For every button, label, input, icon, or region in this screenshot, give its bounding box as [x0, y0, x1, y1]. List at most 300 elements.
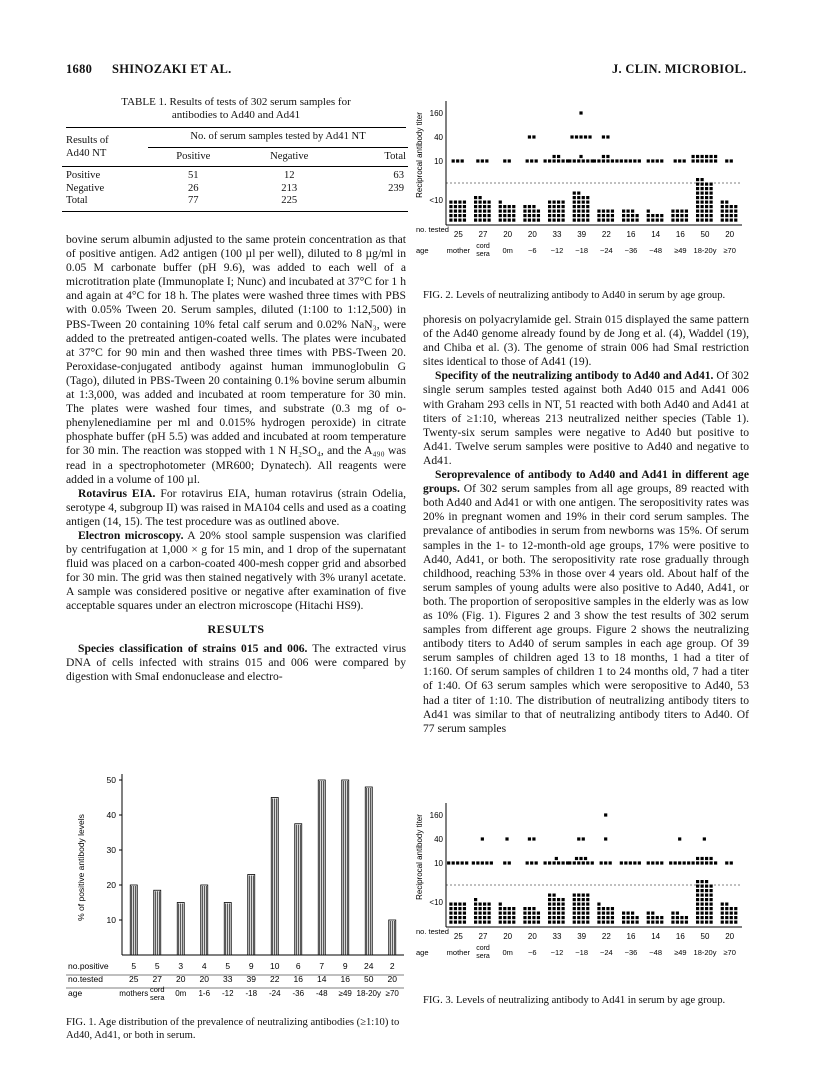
fig3-dot — [481, 837, 484, 840]
fig3-dot — [526, 861, 529, 864]
specificity-text: Of 302 single serum samples tested against both Ad40 015 and Ad41 006 with Graham 293 cells in NT, 51 reacted with both Ad40 and Ad41 at titers of ≥1:10, whereas 213 neutralized neither species (Table 1). Twenty-six serum samples were negative to Ad40 but positive to Ad41. Twelve serum samples were positive to Ad40 and negative to Ad41. — [423, 369, 749, 467]
fig3-dot — [624, 861, 627, 864]
fig3-dot — [734, 907, 737, 910]
fig2-dot — [548, 205, 551, 208]
fig3-category-label: ~12 — [550, 948, 564, 957]
fig2-dot — [449, 205, 452, 208]
fig3-dot — [562, 898, 565, 901]
fig2-category-label: ~6 — [528, 246, 537, 255]
fig2-dot — [544, 159, 547, 162]
fig1-age-label: age — [68, 988, 83, 998]
fig2-dot — [615, 159, 618, 162]
fig3-no-tested-value: 20 — [527, 932, 537, 941]
fig3-dot — [488, 912, 491, 915]
fig3-dot — [696, 912, 699, 915]
fig2-dot — [575, 135, 578, 138]
fig3-dot — [696, 903, 699, 906]
fig3-dot — [586, 894, 589, 897]
table1-col-total: Total — [384, 150, 406, 162]
fig1-no-tested-value: 20 — [387, 974, 397, 984]
fig2-dot — [532, 214, 535, 217]
fig2-dot — [458, 214, 461, 217]
fig3-dot — [586, 921, 589, 924]
fig2-dot — [577, 219, 580, 222]
fig3-dot — [454, 903, 457, 906]
fig3-dot — [568, 861, 571, 864]
table1-col-positive: Positive — [176, 150, 211, 162]
fig2-dot — [483, 205, 486, 208]
fig3-age-label: age — [416, 948, 429, 957]
fig3-dot — [488, 903, 491, 906]
fig3-dot — [651, 916, 654, 919]
fig1-y-tick-label: 20 — [106, 880, 116, 890]
fig2-dot — [602, 155, 605, 158]
fig2-dot — [532, 219, 535, 222]
fig2-dot — [579, 111, 582, 114]
fig2-no-tested-value: 16 — [675, 230, 685, 239]
fig2-no-tested-value: 20 — [725, 230, 735, 239]
fig3-dot — [701, 907, 704, 910]
fig2-dot — [611, 219, 614, 222]
fig2-dot — [586, 219, 589, 222]
fig2-dot — [725, 205, 728, 208]
fig3-dot — [705, 903, 708, 906]
fig3-dot — [579, 857, 582, 860]
fig2-dot — [656, 159, 659, 162]
fig3-dot — [710, 916, 713, 919]
table1-spanning-head: No. of serum samples tested by Ad41 NT — [148, 131, 408, 147]
fig2-dot — [714, 155, 717, 158]
fig2-dot — [734, 205, 737, 208]
fig2-dot — [597, 159, 600, 162]
fig3-category-label: ~24 — [599, 948, 613, 957]
fig2-dot — [454, 201, 457, 204]
fig3-dot — [481, 861, 484, 864]
fig2-dot — [696, 214, 699, 217]
fig2-dot — [647, 159, 650, 162]
fig3-dot — [725, 916, 728, 919]
fig3-dot — [710, 894, 713, 897]
fig2-dot — [721, 201, 724, 204]
fig3-dot — [465, 861, 468, 864]
fig2-dot — [680, 219, 683, 222]
fig2-dot — [721, 219, 724, 222]
fig3-dot — [683, 861, 686, 864]
fig1-no-tested-value: 39 — [246, 974, 256, 984]
fig2-dot — [562, 210, 565, 213]
fig2-dot — [692, 155, 695, 158]
fig3-no-tested-value: 20 — [725, 932, 735, 941]
fig2-dot — [705, 201, 708, 204]
fig2-dot — [696, 183, 699, 186]
fig3-dot — [582, 907, 585, 910]
fig3-y-tick-label: 10 — [434, 859, 443, 868]
fig3-dot — [705, 889, 708, 892]
fig3-dot — [458, 903, 461, 906]
fig2-dot — [671, 219, 674, 222]
fig2-dot — [488, 210, 491, 213]
fig3-dot — [523, 912, 526, 915]
fig3-dot — [600, 861, 603, 864]
fig3-category-label: ~18 — [575, 948, 589, 957]
fig3-dot — [553, 861, 556, 864]
table1-cell: 63 — [393, 170, 404, 181]
table1 — [62, 131, 408, 212]
fig2-dot — [503, 219, 506, 222]
fig2-y-tick-label: <10 — [429, 196, 443, 205]
fig3-dot — [499, 903, 502, 906]
fig2-dot — [479, 210, 482, 213]
fig2-dot — [499, 201, 502, 204]
fig2-dot — [458, 205, 461, 208]
fig3-dot — [710, 857, 713, 860]
fig3-dot — [508, 912, 511, 915]
specificity-paragraph — [423, 369, 749, 468]
fig3-dot — [479, 916, 482, 919]
fig3-dot — [562, 903, 565, 906]
fig3-dot — [512, 921, 515, 924]
fig3-dot — [734, 921, 737, 924]
fig2-dot — [606, 159, 609, 162]
fig2-no-tested-value: 20 — [527, 230, 537, 239]
fig3-dot — [557, 898, 560, 901]
fig1-y-tick-label: 30 — [106, 845, 116, 855]
fig3-dot — [611, 912, 614, 915]
fig2-dot — [651, 159, 654, 162]
fig3-dot — [710, 861, 713, 864]
fig2-no-tested-value: 14 — [651, 230, 661, 239]
fig2-dot — [557, 205, 560, 208]
fig2-dot — [606, 155, 609, 158]
fig2-dot — [620, 159, 623, 162]
fig2-dot — [582, 210, 585, 213]
fig2-dot — [710, 219, 713, 222]
fig3-dot — [725, 903, 728, 906]
fig3-dot — [636, 916, 639, 919]
fig3-dot — [721, 921, 724, 924]
fig2-category-label: mother — [446, 246, 471, 255]
fig2-dot — [685, 219, 688, 222]
fig2-dot — [573, 210, 576, 213]
fig3-dot — [725, 907, 728, 910]
fig2-dot — [557, 214, 560, 217]
fig3-dot — [548, 894, 551, 897]
fig3-dot — [582, 912, 585, 915]
fig3-dot — [562, 921, 565, 924]
fig2-dot — [449, 214, 452, 217]
fig3-dot — [472, 861, 475, 864]
fig2-dot — [557, 219, 560, 222]
fig3-category-label: ~48 — [649, 948, 663, 957]
fig2-dot — [584, 135, 587, 138]
fig3-dot — [577, 894, 580, 897]
methods-paragraph: bovine serum albumin adjusted to the same protein concentration as that of positive antigen. Ad2 antigen (100 µl per well), diluted to 8 µg/ml in 0.05 M carbonate buffer (pH 9.6), was added to each well of a microtitration plate (Immunoplate I; Nunc) and incubated at 37°C for 1 h and again at 4°C for 18 h. The plates were washed three times with PBS with 0.05% Tween 20. Serum samples, diluted (1:100 to 1:12,500) in PBS-Tween 20 containing 10% fetal calf serum and 0.02% NaN₃, were added to the pretreated antigen-coated wells. The plates were incubated at 37°C for 90 min and then washed three times with PBS-Tween 20. Peroxidase-conjugated antibody against human immunoglobulin G (Tago), diluted in PBS-Tween 20 containing 0.1% bovine serum albumin at 1:3,000, was added and incubated at room temperature for 30 min. The plates were washed four times, and substrate (0.3 mg of o-phenylenediamine per ml and 0.015% hydrogen peroxide) in citrate phosphate buffer (pH 5.5) was added and incubated at room temperature for 30 min. The reaction was stopped with 1 N H₂SO₄, and the A₄₉₀ was read in a spectrophotometer (MR600; Dynatech). All reagents were added in a volume of 100 µl. — [66, 233, 406, 486]
fig2-dot — [548, 159, 551, 162]
fig3-dot — [454, 921, 457, 924]
fig2-dot — [548, 201, 551, 204]
table1-col-negative: Negative — [270, 150, 309, 162]
fig2-dot — [577, 210, 580, 213]
fig2-dot — [710, 159, 713, 162]
fig2-dot — [481, 159, 484, 162]
fig2-category-label: ~24 — [599, 246, 613, 255]
fig3-dot — [508, 861, 511, 864]
fig3-dot — [604, 861, 607, 864]
fig2-dot — [696, 178, 699, 181]
fig1-no-positive-value: 5 — [131, 961, 137, 971]
fig2-category-label: sera — [476, 251, 490, 258]
table-row — [62, 167, 408, 183]
fig2-dot — [636, 219, 639, 222]
fig3-dot — [458, 912, 461, 915]
fig3-dot — [591, 861, 594, 864]
fig3-category-label: 18-20y — [693, 948, 717, 957]
fig2-dot — [474, 201, 477, 204]
fig3-dot — [685, 921, 688, 924]
fig2-dot — [523, 205, 526, 208]
fig3-dot — [685, 916, 688, 919]
fig2-dot — [660, 214, 663, 217]
fig2-dot — [710, 183, 713, 186]
fig3-dot — [671, 912, 674, 915]
fig3-dot — [483, 912, 486, 915]
fig3-dot — [463, 916, 466, 919]
fig2-dot — [562, 219, 565, 222]
fig3-dot — [452, 861, 455, 864]
fig2-dot — [734, 214, 737, 217]
fig2-dot — [512, 219, 515, 222]
fig2-dot — [710, 192, 713, 195]
fig2-no-tested-value: 27 — [478, 230, 488, 239]
fig2-dot — [528, 205, 531, 208]
fig3-dot — [647, 916, 650, 919]
fig2-dot — [458, 201, 461, 204]
fig2-category-label: 0m — [502, 246, 513, 255]
fig2-dot — [537, 219, 540, 222]
fig2-no-tested-label: no. tested — [416, 225, 449, 234]
species-text: The extracted virus DNA of cells infected with strains 015 and 006 were compared by digestion with SmaI endonuclease and electro- — [66, 641, 406, 683]
fig3-dot — [701, 903, 704, 906]
fig1-category-label: sera — [149, 993, 165, 1002]
fig3-dot — [586, 916, 589, 919]
fig3-dot — [523, 907, 526, 910]
fig3-dot — [730, 921, 733, 924]
fig3-dot — [483, 907, 486, 910]
fig2-dot — [458, 219, 461, 222]
fig2-dot — [532, 135, 535, 138]
table1-cell: 225 — [281, 195, 298, 206]
fig2-dot — [631, 219, 634, 222]
fig2-dot — [714, 159, 717, 162]
fig2-dot — [721, 210, 724, 213]
fig3-dot — [647, 921, 650, 924]
fig3-dot — [703, 837, 706, 840]
fig3-dot — [705, 857, 708, 860]
fig3-dot — [532, 916, 535, 919]
fig3-dot — [553, 912, 556, 915]
fig2-dot — [680, 210, 683, 213]
fig3-dot — [573, 861, 576, 864]
fig3-dot — [647, 912, 650, 915]
fig1-no-positive-value: 5 — [154, 961, 160, 971]
fig3-category-label: cord — [476, 945, 490, 952]
figure-2-caption: FIG. 2. Levels of neutralizing antibody to Ad40 in serum by age group. — [423, 290, 726, 301]
fig1-category-label: 1-6 — [198, 989, 211, 998]
fig2-dot — [503, 214, 506, 217]
fig3-dot — [586, 861, 589, 864]
fig2-dot — [701, 201, 704, 204]
fig2-dot — [573, 219, 576, 222]
fig3-dot — [597, 903, 600, 906]
fig2-dot — [647, 210, 650, 213]
fig3-dot — [454, 916, 457, 919]
fig2-dot — [676, 210, 679, 213]
fig2-dot — [528, 135, 531, 138]
fig2-dot — [474, 196, 477, 199]
fig3-category-label: sera — [476, 953, 490, 960]
seroprevalence-text: Of 302 serum samples from all age groups, 89 reacted with both Ad40 and Ad41 or with one antigen. The seropositivity rates was 20% in pregnant women and 19% in their cord serum samples. The prevalance of antibodies in serum from newborns was 15%. Of serum samples in the 1- to 12-month-old age groups, 17% were positive to Ad40, Ad41, or both. The seropositivity rate rose gradually through childhood, reaching 53% in those over 4 years old. About half of the serum samples of young adults were also positive to Ad40, Ad41, or both. The proportion of seropositive samples in the elderly was as low as 10% (Fig. 1). Figures 2 and 3 show the test results of 302 serum samples from different age groups. Figure 2 shows the neutralizing antibody titers to Ad40 of serum samples in each age group. Of 39 serum samples of children aged 13 to 18 months, 1 had a titer of 1:160. Of serum samples of children 1 to 24 months old, 7 had a titer of 1:40. Of 63 serum samples which were seropositive to Ad40, 53 had a titer of 1:10. The distribution of neutralizing antibody titers to Ad41 was similar to that of neutralizing antibody titers to Ad40. Of 77 serum samples — [423, 482, 749, 735]
fig2-dot — [696, 205, 699, 208]
fig2-dot — [710, 205, 713, 208]
fig2-category-label: ~36 — [624, 246, 638, 255]
fig1-no-tested-label: no.tested — [68, 974, 103, 984]
fig2-dot — [463, 210, 466, 213]
fig2-no-tested-value: 20 — [503, 230, 513, 239]
fig2-dot — [602, 219, 605, 222]
fig2-dot — [557, 210, 560, 213]
fig3-dot — [573, 916, 576, 919]
fig2-dot — [508, 210, 511, 213]
fig2-dot — [692, 159, 695, 162]
table1-cell: 213 — [281, 182, 298, 194]
fig3-dot — [483, 921, 486, 924]
fig2-dot — [523, 210, 526, 213]
fig3-dot — [730, 861, 733, 864]
fig3-dot — [449, 912, 452, 915]
fig2-dot — [474, 219, 477, 222]
fig2-dot — [577, 214, 580, 217]
fig2-dot — [636, 214, 639, 217]
fig3-dot — [499, 916, 502, 919]
fig2-dot — [710, 214, 713, 217]
fig2-dot — [710, 155, 713, 158]
fig2-dot — [602, 159, 605, 162]
fig3-dot — [696, 889, 699, 892]
fig3-dot — [676, 912, 679, 915]
table1-caption-line2: antibodies to Ad40 and Ad41 — [171, 109, 301, 121]
fig2-dot — [647, 214, 650, 217]
fig2-dot — [586, 159, 589, 162]
fig2-dot — [705, 183, 708, 186]
fig3-dot — [485, 861, 488, 864]
fig3-dot — [611, 921, 614, 924]
fig2-dot — [512, 205, 515, 208]
fig3-no-tested-value: 20 — [503, 932, 513, 941]
fig3-dot — [604, 813, 607, 816]
fig2-dot — [463, 219, 466, 222]
fig3-dot — [528, 921, 531, 924]
fig3-dot — [705, 912, 708, 915]
fig3-category-label: mother — [446, 948, 471, 957]
table1-cell: 12 — [283, 170, 295, 181]
fig3-dot — [730, 907, 733, 910]
fig3-dot — [696, 894, 699, 897]
fig2-no-tested-value: 22 — [601, 230, 611, 239]
fig3-dot — [537, 921, 540, 924]
fig2-dot — [577, 205, 580, 208]
fig2-dot — [454, 219, 457, 222]
fig3-dot — [701, 894, 704, 897]
fig3-dot — [721, 912, 724, 915]
fig3-y-axis-label: Reciprocal antibody titer — [415, 814, 424, 900]
fig2-dot — [562, 205, 565, 208]
fig3-dot — [734, 916, 737, 919]
fig3-dot — [586, 898, 589, 901]
fig1-no-positive-value: 24 — [364, 961, 374, 971]
fig2-dot — [696, 219, 699, 222]
fig2-dot — [683, 159, 686, 162]
fig3-dot — [710, 898, 713, 901]
fig2-dot — [582, 219, 585, 222]
fig2-dot — [499, 214, 502, 217]
fig2-dot — [656, 219, 659, 222]
fig2-dot — [701, 210, 704, 213]
table1-row-label: Positive — [66, 170, 101, 181]
fig3-dot — [557, 861, 560, 864]
fig2-dot — [593, 159, 596, 162]
fig3-y-tick-label: 160 — [429, 811, 443, 820]
fig2-dot — [548, 210, 551, 213]
fig1-no-positive-value: 4 — [201, 961, 207, 971]
fig3-dot — [631, 921, 634, 924]
fig2-dot — [622, 214, 625, 217]
fig3-dot — [577, 861, 580, 864]
fig2-dot — [586, 201, 589, 204]
fig3-dot — [528, 907, 531, 910]
fig3-dot — [696, 861, 699, 864]
fig3-no-tested-value: 22 — [601, 932, 611, 941]
fig3-dot — [586, 903, 589, 906]
fig2-dot — [734, 219, 737, 222]
fig2-dot — [611, 214, 614, 217]
fig2-dot — [449, 219, 452, 222]
fig2-dot — [676, 219, 679, 222]
fig3-dot — [710, 907, 713, 910]
fig3-dot — [548, 861, 551, 864]
fig2-dot — [454, 210, 457, 213]
fig2-dot — [582, 205, 585, 208]
fig3-dot — [523, 921, 526, 924]
fig2-dot — [577, 159, 580, 162]
table-row — [62, 195, 408, 211]
fig3-dot — [474, 903, 477, 906]
fig3-dot — [532, 837, 535, 840]
fig3-dot — [597, 921, 600, 924]
fig3-dot — [548, 921, 551, 924]
fig2-dot — [611, 210, 614, 213]
rotavirus-paragraph — [66, 487, 406, 529]
fig3-dot — [458, 921, 461, 924]
fig3-dot — [537, 912, 540, 915]
fig2-dot — [705, 155, 708, 158]
fig3-dot — [454, 912, 457, 915]
fig2-dot — [725, 214, 728, 217]
fig2-dot — [474, 210, 477, 213]
fig3-y-tick-label: 40 — [434, 835, 443, 844]
fig2-dot — [463, 201, 466, 204]
fig2-dot — [568, 159, 571, 162]
fig3-dot — [548, 907, 551, 910]
